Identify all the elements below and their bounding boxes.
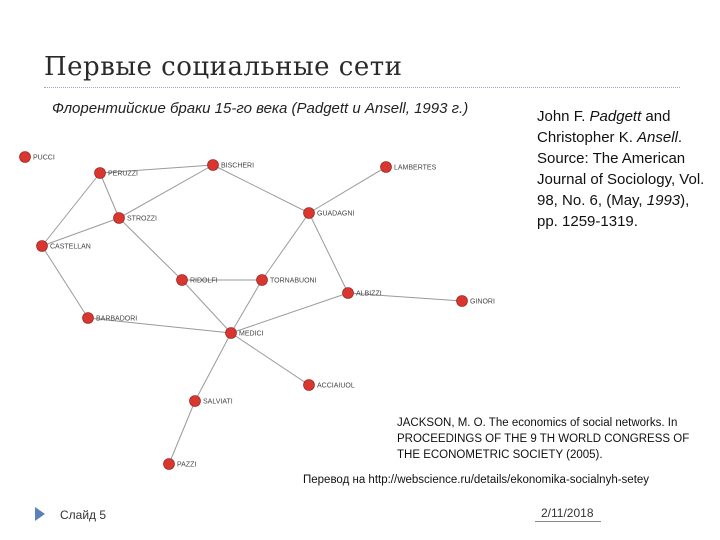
node-peruzzi <box>95 168 106 179</box>
edge-guadagni-tornabuoni <box>262 213 309 280</box>
node-medici <box>226 328 237 339</box>
node-strozzi <box>114 213 125 224</box>
node-label-pazzi: PAZZI <box>177 461 197 469</box>
node-label-pucci: PUCCI <box>33 154 55 162</box>
translation-link[interactable]: Перевод на http://webscience.ru/details/ekonomika-socialnyh-setey <box>303 474 650 486</box>
edge-albizzi-medici <box>231 293 348 333</box>
edge-strozzi-ridolfi <box>119 215 182 280</box>
node-label-tornabuoni: TORNABUONI <box>270 277 317 285</box>
slide-title: Первые социальные сети <box>44 52 403 82</box>
node-pazzi <box>164 459 175 470</box>
node-label-ridolfi: RIDOLFI <box>190 277 218 285</box>
node-label-albizzi: ALBIZZI <box>356 290 382 298</box>
node-label-castellani: CASTELLAN <box>50 243 91 251</box>
edge-bischeri-guadagni <box>213 162 309 213</box>
citation-authors-b: Padgett <box>589 108 642 125</box>
node-label-acciaiuoli: ACCIAIUOL <box>317 382 355 390</box>
citation-authors-a: John F. <box>537 108 590 125</box>
citation-authors-c: and Christopher K. <box>537 108 671 146</box>
edge-lamberteschi-guadagni <box>309 167 386 213</box>
node-tornabuoni <box>257 275 268 286</box>
node-label-salviati: SALVIATI <box>203 398 233 406</box>
node-albizzi <box>343 288 354 299</box>
node-guadagni <box>304 208 315 219</box>
date-underline <box>535 521 601 522</box>
footer-arrow-icon <box>35 507 45 521</box>
diagram-subtitle: Флорентийские браки 15-го века (Padgett и Ansell, 1993 г.) <box>52 100 469 117</box>
node-label-medici: MEDICI <box>239 330 264 338</box>
node-label-ginori: GINORI <box>470 298 495 306</box>
citation-year: 1993 <box>646 192 681 209</box>
edge-medici-salviati <box>195 333 231 401</box>
node-ridolfi <box>177 275 188 286</box>
node-acciaiuoli <box>304 380 315 391</box>
node-label-barbadori: BARBADORI <box>96 315 138 323</box>
node-label-guadagni: GUADAGNI <box>317 210 355 218</box>
node-barbadori <box>83 313 94 324</box>
slide-date: 2/11/2018 <box>541 506 594 520</box>
node-bischeri <box>208 160 219 171</box>
edge-medici-acciaiuoli <box>231 330 309 385</box>
citation-authors-d: Ansell <box>637 129 678 146</box>
edge-castellani-barbadori <box>42 246 88 318</box>
edge-ridolfi-medici <box>182 277 231 333</box>
edge-tornabuoni-medici <box>231 280 262 333</box>
slide-number: Слайд 5 <box>60 508 107 522</box>
node-castellani <box>37 241 48 252</box>
node-label-bischeri: BISCHERI <box>221 162 255 170</box>
node-label-lamberteschi: LAMBERTES <box>394 164 437 172</box>
node-label-peruzzi: PERUZZI <box>108 170 138 178</box>
node-pucci <box>20 152 31 163</box>
node-salviati <box>190 396 201 407</box>
edge-peruzzi-strozzi <box>100 173 119 218</box>
node-lamberteschi <box>381 162 392 173</box>
jackson-reference: JACKSON, M. O. The economics of social networks. In PROCEEDINGS OF THE 9 TH WORLD CONGRESS OF THE ECONOMETRIC SOCIETY (2005). <box>397 417 690 461</box>
edge-salviati-pazzi <box>169 401 195 464</box>
citation-source: . Source: The American Journal of Sociology, Vol. 98, No. 6, (May, <box>537 129 705 209</box>
node-label-strozzi: STROZZI <box>127 215 157 223</box>
citation-pages: ), pp. 1259-1319. <box>537 192 690 230</box>
node-ginori <box>457 296 468 307</box>
